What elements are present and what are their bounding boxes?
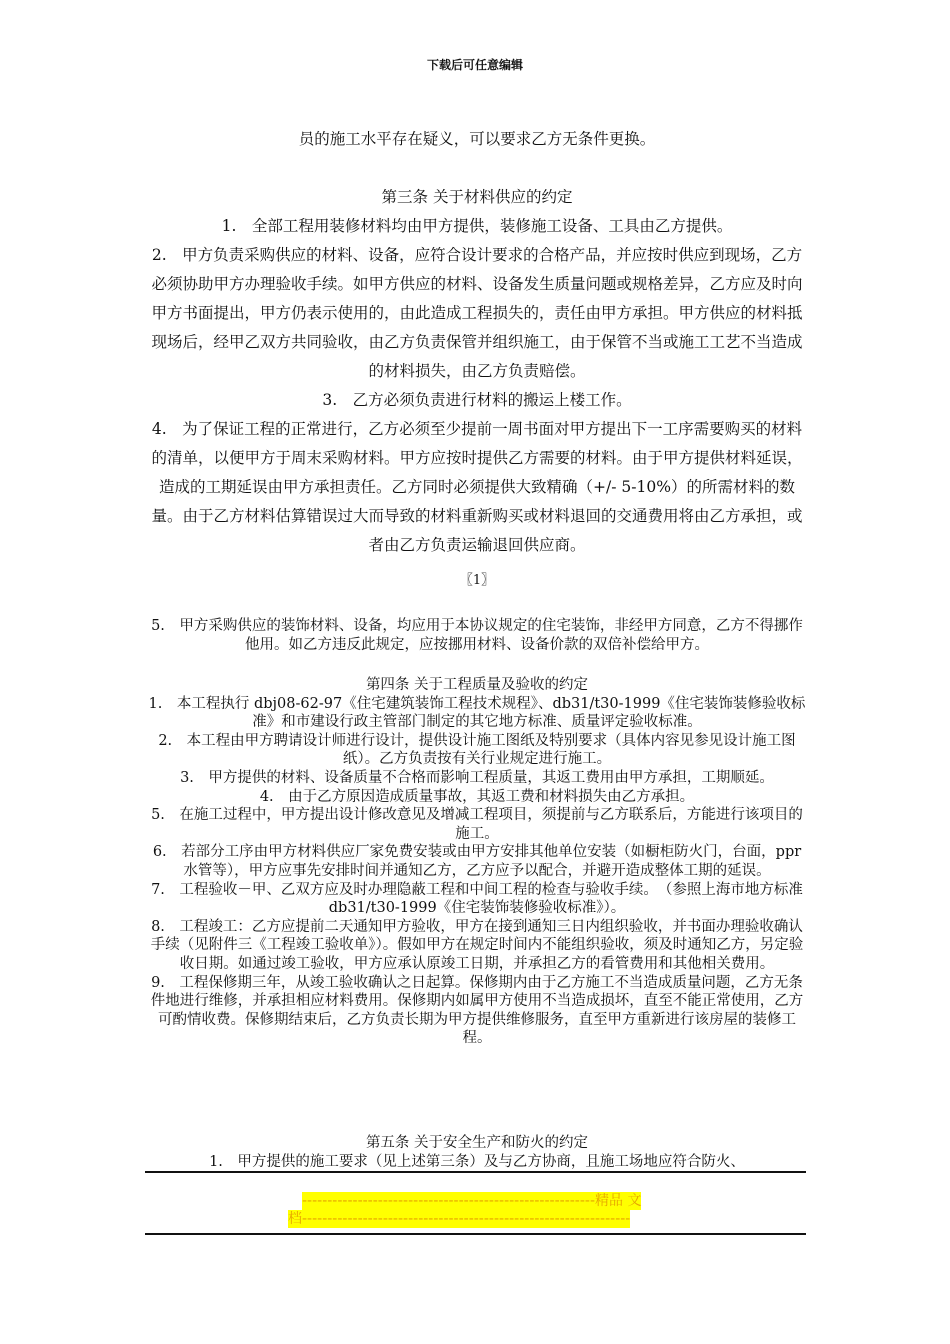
- footer-line-2: 档-----------------------------------------------------------------: [288, 1211, 631, 1227]
- paragraph: 1. 本工程执行 dbj08-62-97《住宅建筑装饰工程技术规程》、db31/t30-1999《住宅装饰装修验收标准》和市建设行政主管部门制定的其它地方标准、质量评定验收标准。: [148, 695, 806, 731]
- paragraph: 9. 工程保修期三年，从竣工验收确认之日起算。保修期内由于乙方施工不当造成质量问题，乙方无条件地进行维修，并承担相应材料费用。保修期内如属甲方使用不当造成损坏，直至不能正常使用，乙方可酌情收费。保修期结束后，乙方负责长期为甲方提供维修服务，直至甲方重新进行该房屋的装修工程。: [150, 974, 804, 1047]
- paragraph: 员的施工水平存在疑义，可以要求乙方无条件更换。: [298, 130, 656, 148]
- paragraph: 1. 全部工程用装修材料均由甲方提供，装修施工设备、工具由乙方提供。: [221, 217, 733, 235]
- paragraph: 2. 甲方负责采购供应的材料、设备，应符合设计要求的合格产品，并应按时供应到现场，乙方必须协助甲方办理验收手续。如甲方供应的材料、设备发生质量问题或规格差异，乙方应及时向甲方书面提出，甲方仍表示使用的，由此造成工程损失的，责任由甲方承担。甲方供应的材料抵现场后，经甲乙双方共同验收，由乙方负责保管并组织施工，由于保管不当或施工工艺不当造成的材料损失，由乙方负责赔偿。: [151, 246, 803, 380]
- article-3-continued: [147, 617, 807, 654]
- paragraph: 8. 工程竣工：乙方应提前二天通知甲方验收，甲方在接到通知三日内组织验收，并书面办理验收确认手续（见附件三《工程竣工验收单》）。假如甲方在规定时间内不能组织验收，须及时通知乙方，另定验收日期。如通过竣工验收，甲方应承认原竣工日期，并承担乙方的看管费用和其他相关费用。: [150, 918, 804, 972]
- page-marker: 〖1〗: [459, 573, 495, 588]
- article-4: [147, 676, 807, 1048]
- article-5: [147, 1134, 807, 1171]
- paragraph: 5. 甲方采购供应的装饰材料、设备，均应用于本协议规定的住宅装饰，非经甲方同意，乙方不得挪作他用。如乙方违反此规定，应按挪用材料、设备价款的双倍补偿给甲方。: [151, 618, 803, 653]
- paragraph: 4. 为了保证工程的正常进行，乙方必须至少提前一周书面对甲方提出下一工序需要购买的材料的清单，以便甲方于周末采购材料。甲方应按时提供乙方需要的材料。由于甲方提供材料延误，造成的工期延误由甲方承担责任。乙方同时必须提供大致精确（+/- 5-10%）的所需材料的数量。由于乙方材料估算错误过大而导致的材料重新购买或材料退回的交通费用将由乙方承担，或者由乙方负责运输退回供应商。: [151, 420, 803, 554]
- footer-line-1: ----------------------------------------------------------精品 文: [302, 1193, 642, 1209]
- paragraph: 2. 本工程由甲方聘请设计师进行设计，提供设计施工图纸及特别要求（具体内容见参见设计施工图纸）。乙方负责按有关行业规定进行施工。: [158, 732, 796, 768]
- page-header-note: 下载后可任意编辑: [426, 58, 523, 72]
- article-title: 第三条 关于材料供应的约定: [381, 188, 573, 206]
- article-3: [147, 183, 807, 560]
- paragraph: 3. 甲方提供的材料、设备质量不合格而影响工程质量，其返工费用由甲方承担，工期顺延。: [180, 769, 774, 786]
- footer-rule-top: [145, 1171, 806, 1173]
- article-title: 第四条 关于工程质量及验收的约定: [365, 677, 589, 693]
- paragraph: 3. 乙方必须负责进行材料的搬运上楼工作。: [322, 391, 632, 409]
- footer-rule-bottom: [145, 1233, 806, 1235]
- continued-text: [147, 125, 807, 154]
- paragraph: 7. 工程验收－甲、乙双方应及时办理隐蔽工程和中间工程的检查与验收手续。 （参照上海市地方标准 db31/t30-1999《住宅装饰装修验收标准》）。: [151, 881, 803, 917]
- article-title: 第五条 关于安全生产和防火的约定: [365, 1135, 589, 1151]
- paragraph: 6. 若部分工序由甲方材料供应厂家免费安装或由甲方安排其他单位安装（如橱柜防火门，台面，ppr 水管等），甲方应事先安排时间并通知乙方，乙方应予以配合，并避开造成整体工期的延误。: [152, 844, 802, 879]
- footer-watermark: [288, 1192, 668, 1228]
- paragraph: 1. 甲方提供的施工要求（见上述第三条）及与乙方协商，且施工场地应符合防火、: [209, 1153, 745, 1170]
- paragraph: 4. 由于乙方原因造成质量事故，其返工费和材料损失由乙方承担。: [259, 788, 695, 805]
- paragraph: 5. 在施工过程中，甲方提出设计修改意见及增减工程项目，须提前与乙方联系后，方能进行该项目的施工。: [151, 807, 803, 842]
